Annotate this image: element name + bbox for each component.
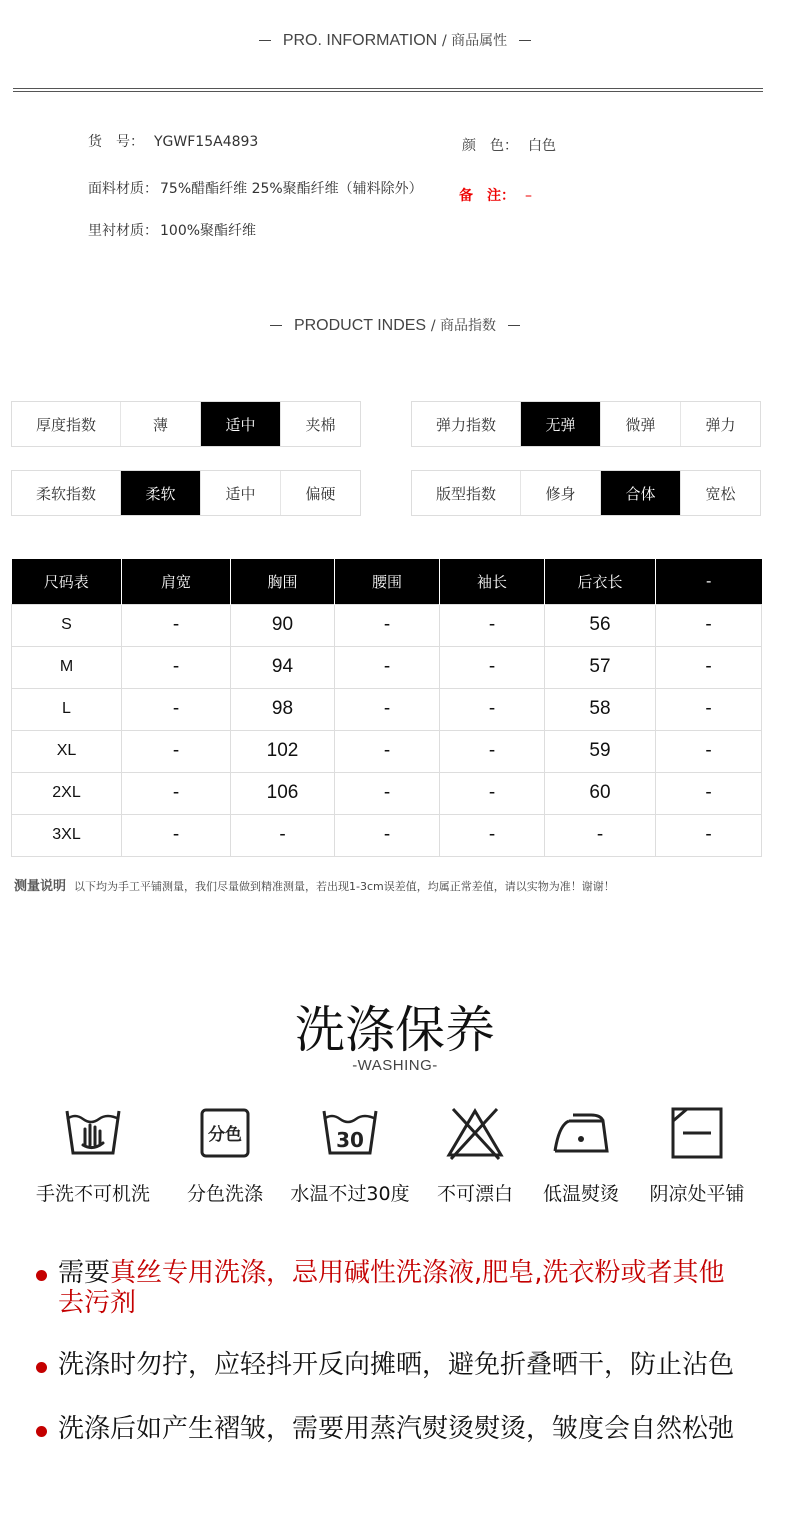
index-label: 柔软指数: [35, 484, 96, 503]
product-index-title: PRODUCT INDES / 商品指数: [0, 315, 790, 335]
washing-title: 洗涤保养: [295, 1001, 495, 1059]
care-wash-30: [290, 1105, 410, 1206]
column-header: 后衣长: [545, 559, 656, 604]
table-cell: 3XL: [12, 814, 122, 856]
table-cell: -: [656, 604, 762, 646]
table-cell: 58: [545, 688, 656, 730]
svg-text:30: 30: [336, 1128, 364, 1152]
table-cell: -: [440, 604, 545, 646]
care-separate-color: [165, 1105, 285, 1206]
separate-color-icon: [195, 1105, 255, 1161]
care-label: 水温不过30度: [290, 1183, 410, 1205]
table-cell: -: [656, 730, 762, 772]
index-option: 弹力: [680, 402, 760, 446]
table-row: [12, 772, 762, 814]
table-cell: 2XL: [12, 772, 122, 814]
table-cell: 102: [231, 730, 335, 772]
table-cell: -: [122, 688, 231, 730]
care-label: 不可漂白: [436, 1183, 513, 1205]
table-row: [12, 604, 762, 646]
table-cell: -: [545, 814, 656, 856]
table-row: [12, 688, 762, 730]
table-cell: 90: [231, 604, 335, 646]
table-cell: -: [335, 814, 440, 856]
table-cell: -: [656, 688, 762, 730]
table-cell: -: [335, 772, 440, 814]
column-header: 尺码表: [12, 559, 122, 604]
index-option: 微弹: [600, 402, 680, 446]
index-option: 薄: [120, 402, 200, 446]
table-cell: 106: [231, 772, 335, 814]
table-row: [12, 730, 762, 772]
care-low-iron: [521, 1105, 641, 1206]
table-cell: -: [122, 814, 231, 856]
no-bleach-icon: [445, 1105, 505, 1161]
table-cell: 60: [545, 772, 656, 814]
pro-information-title: PRO. INFORMATION / 商品属性: [0, 30, 790, 50]
care-label: 阴凉处平铺: [649, 1183, 745, 1205]
index-option: 修身: [520, 471, 600, 515]
index-option-selected: 无弹: [520, 402, 600, 446]
info-fabric: 面料材质： 75%醋酯纤维 25%聚酯纤维（辅料除外）: [88, 181, 423, 197]
bullet-dot: [36, 1270, 47, 1281]
table-cell: -: [440, 688, 545, 730]
table-cell: -: [122, 646, 231, 688]
care-label: 低温熨烫: [542, 1183, 619, 1205]
index-row-thickness: [11, 401, 361, 447]
table-cell: 56: [545, 604, 656, 646]
index-row-softness: [11, 470, 361, 516]
measurement-note-label: 测量说明: [14, 879, 67, 894]
table-cell: -: [122, 772, 231, 814]
care-note-1: 需要真丝专用洗涤，忌用碱性洗涤液,肥皂,洗衣粉或者其他去污剂: [36, 1258, 736, 1318]
index-row-elasticity: [411, 401, 761, 447]
table-cell: S: [12, 604, 122, 646]
table-cell: M: [12, 646, 122, 688]
index-option: 适中: [200, 471, 280, 515]
care-hand-wash: [33, 1105, 153, 1206]
index-label: 弹力指数: [435, 415, 496, 434]
column-header: 袖长: [440, 559, 545, 604]
care-label: 分色洗涤: [186, 1183, 263, 1205]
low-iron-icon: [551, 1105, 611, 1161]
bullet-dot: [36, 1426, 47, 1437]
table-cell: -: [335, 646, 440, 688]
measurement-note-text: 以下均为手工平铺测量，我们尽量做到精准测量，若出现1-3cm误差值，均属正常差值，请以实物为准！谢谢！: [74, 880, 615, 893]
care-dry-flat-shade: [637, 1105, 757, 1206]
column-header: 胸围: [231, 559, 335, 604]
size-table-header: [12, 559, 762, 604]
table-cell: -: [335, 688, 440, 730]
index-option-selected: 合体: [600, 471, 680, 515]
table-cell: 94: [231, 646, 335, 688]
table-cell: -: [656, 772, 762, 814]
table-cell: -: [231, 814, 335, 856]
index-option: 夹棉: [280, 402, 360, 446]
table-row: [12, 814, 762, 856]
dry-flat-shade-icon: [667, 1105, 727, 1161]
index-label: 厚度指数: [35, 415, 96, 434]
table-cell: -: [656, 646, 762, 688]
info-lining: 里衬材质： 100%聚酯纤维: [88, 223, 257, 239]
table-cell: XL: [12, 730, 122, 772]
column-header: 腰围: [335, 559, 440, 604]
table-cell: -: [656, 814, 762, 856]
measurement-note: [14, 875, 615, 894]
table-cell: -: [440, 646, 545, 688]
column-header: -: [656, 559, 762, 604]
table-cell: -: [440, 730, 545, 772]
wash-30-icon: [320, 1105, 380, 1161]
table-cell: 59: [545, 730, 656, 772]
column-header: 肩宽: [122, 559, 231, 604]
index-row-fit: [411, 470, 761, 516]
table-cell: -: [122, 604, 231, 646]
index-option-selected: 适中: [200, 402, 280, 446]
index-option-selected: 柔软: [120, 471, 200, 515]
section-divider: [13, 88, 763, 92]
index-option: 偏硬: [280, 471, 360, 515]
care-note-2: 洗涤时勿拧，应轻抖开反向摊晒，避免折叠晒干，防止沾色: [36, 1350, 734, 1380]
svg-text:分色: 分色: [208, 1125, 242, 1145]
table-cell: -: [335, 730, 440, 772]
bullet-dot: [36, 1362, 47, 1373]
care-note-3: 洗涤后如产生褶皱，需要用蒸汽熨烫熨烫，皱度会自然松弛: [36, 1414, 734, 1444]
index-label: 版型指数: [435, 484, 496, 503]
info-color: 颜 色： 白色: [462, 138, 556, 154]
table-cell: L: [12, 688, 122, 730]
info-remark: 备 注： –: [459, 188, 532, 204]
index-option: 宽松: [680, 471, 760, 515]
table-cell: -: [440, 772, 545, 814]
table-cell: 57: [545, 646, 656, 688]
washing-subtitle: -WASHING-: [352, 1057, 438, 1074]
table-cell: -: [335, 604, 440, 646]
care-label: 手洗不可机洗: [35, 1183, 150, 1205]
size-table: [11, 559, 762, 857]
table-cell: -: [440, 814, 545, 856]
hand-wash-icon: [63, 1105, 123, 1161]
care-no-bleach: [415, 1105, 535, 1206]
table-row: [12, 646, 762, 688]
info-item-number: 货 号： YGWF15A4893: [88, 134, 259, 150]
table-cell: -: [122, 730, 231, 772]
table-cell: 98: [231, 688, 335, 730]
